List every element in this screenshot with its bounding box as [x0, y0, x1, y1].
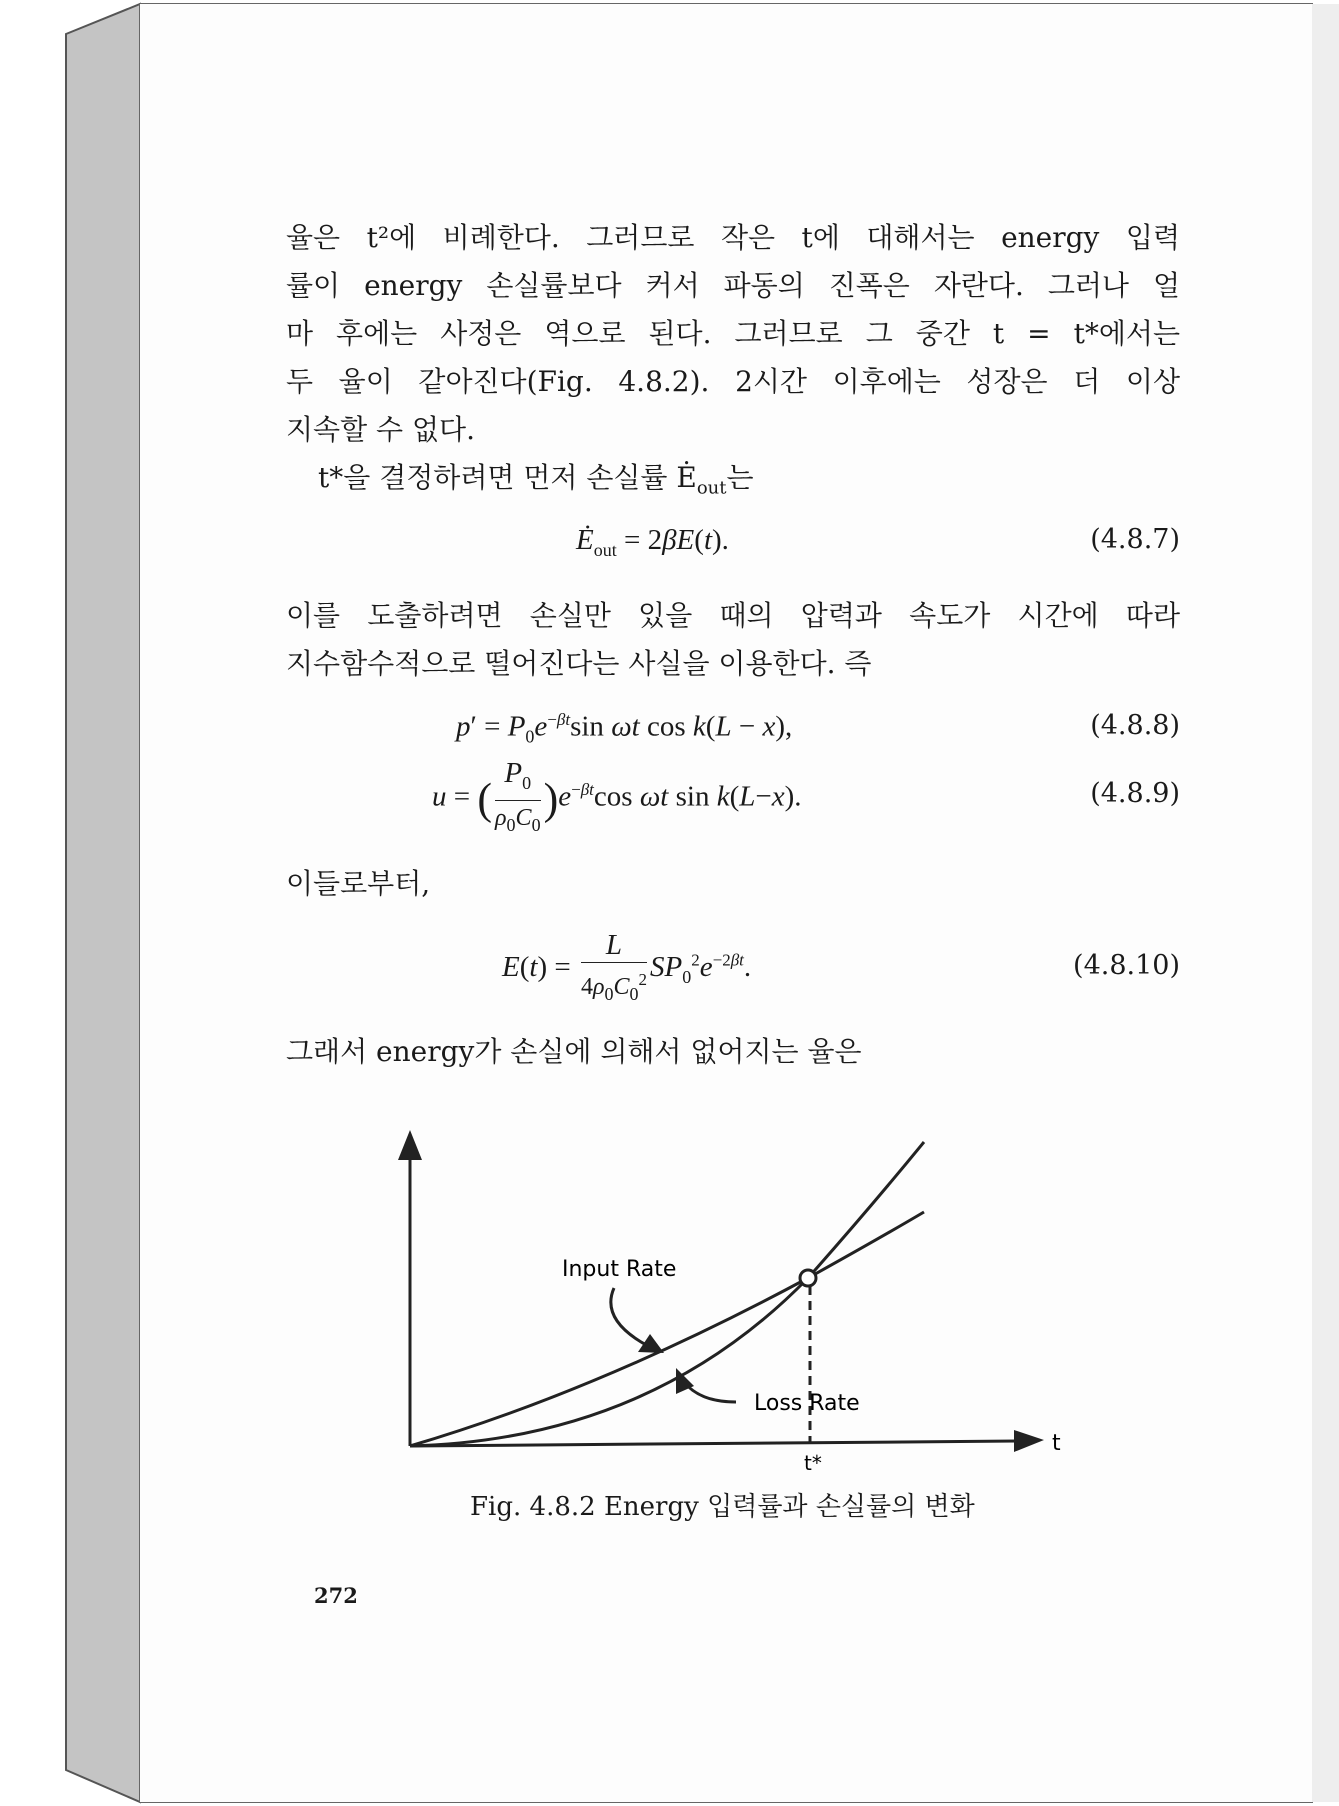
- text-line: 그래서 energy가 손실에 의해서 없어지는 율은: [286, 1035, 862, 1068]
- equation-body: $Ė_{out} = 2\beta E(t)$.: [576, 524, 729, 560]
- intersection-point: [800, 1270, 816, 1286]
- page-number: 272: [314, 1583, 358, 1608]
- input-rate-pointer: [611, 1288, 648, 1346]
- equation-number: (4.8.7): [1090, 524, 1180, 555]
- equation-body: E(t) = $\frac{L}{4\rho_0C_0^2}$ $SP_0^2e^{-2\beta t}$.: [502, 929, 752, 1004]
- equation-number: (4.8.10): [1073, 950, 1180, 981]
- equation-body: $p' = P_0e^{-\beta t}\sin$ ωt cos k(L − x),: [456, 710, 793, 747]
- input-rate-label: Input Rate: [562, 1257, 677, 1282]
- equation-body: u = ( $\frac{P_0}{\rho_0C_0}$ )$e^{-\beta t}\cos$ ωt sin k(L−x).: [432, 757, 802, 835]
- subscript-out: out: [696, 477, 727, 499]
- equation-number: (4.8.8): [1090, 710, 1180, 741]
- text-line: 이를 도출하려면 손실만 있을 때의 압력과 속도가 시간에 따라: [286, 599, 1180, 632]
- figure-caption: Fig. 4.8.2 Energy 입력률과 손실률의 변화: [470, 1492, 975, 1522]
- t-star-label: t*: [804, 1451, 822, 1475]
- text-line: 지속할 수 없다.: [286, 413, 475, 446]
- text-line: 이들로부터,: [286, 867, 431, 900]
- equation-number: (4.8.9): [1090, 778, 1180, 809]
- text-line: 률이 energy 손실률보다 커서 파동의 진폭은 자란다. 그러나 얼: [286, 269, 1180, 302]
- x-axis-arrow: [1014, 1430, 1044, 1452]
- text-line: t*을 결정하려면 먼저 손실률 Ė: [318, 461, 697, 494]
- text-line: 는: [726, 461, 754, 494]
- x-axis: [410, 1441, 1020, 1446]
- t-axis-label: t: [1052, 1431, 1061, 1456]
- y-axis-arrow: [398, 1130, 422, 1160]
- text-line: 지수함수적으로 떨어진다는 사실을 이용한다. 즉: [286, 647, 872, 680]
- text-line: 율은 t²에 비례한다. 그러므로 작은 t에 대해서는 energy 입력: [286, 221, 1180, 254]
- text-line: 두 율이 같아진다(Fig. 4.8.2). 2시간 이후에는 성장은 더 이상: [286, 365, 1180, 398]
- text-line: 마 후에는 사정은 역으로 된다. 그러므로 그 중간 t = t*에서는: [286, 317, 1180, 350]
- loss-rate-label: Loss Rate: [754, 1391, 860, 1416]
